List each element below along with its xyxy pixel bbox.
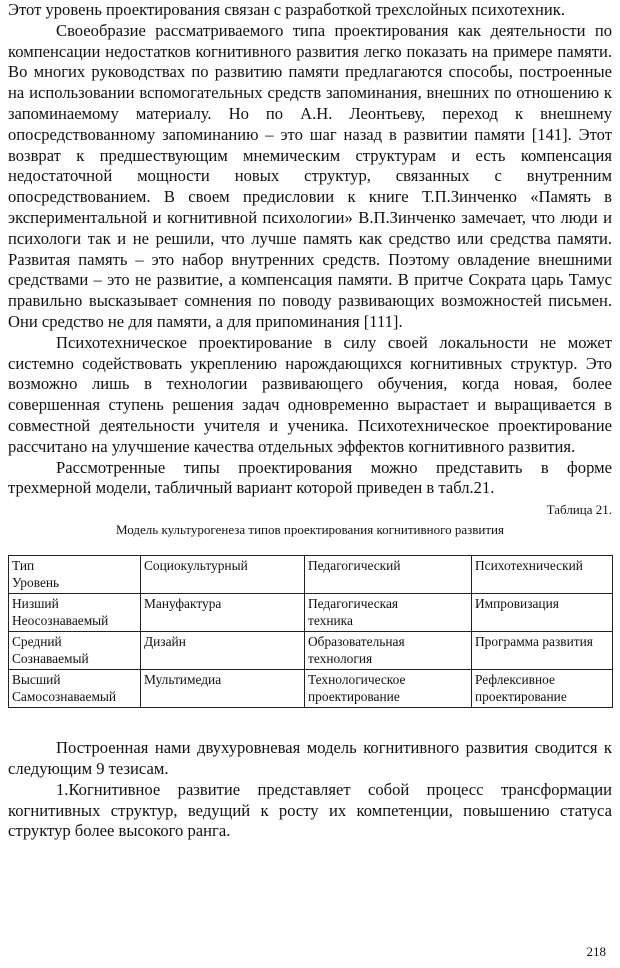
table-cell-line: Сознаваемый bbox=[12, 651, 89, 667]
table-row bbox=[9, 594, 613, 632]
table-cell-line: Мануфактура bbox=[144, 596, 222, 612]
table-cell-line: проектирование bbox=[475, 689, 567, 705]
table-cell-line: Средний bbox=[12, 634, 62, 650]
table-cell-line: Социокультурный bbox=[144, 558, 248, 574]
table-cell bbox=[9, 556, 141, 594]
table-cell-line: Дизайн bbox=[144, 634, 186, 650]
paragraph: 1.Когнитивное развитие представляет собой процесс трансформации когнитивных структур, ведущий к росту их компетенции, повышению статуса структур более высокого ранга. bbox=[8, 779, 612, 841]
table-cell bbox=[472, 670, 613, 708]
table-cell-line: Рефлексивное bbox=[475, 672, 555, 688]
paragraph: Психотехническое проектирование в силу своей локальности не может системно содействовать укреплению нарождающихся когнитивных структур. Это возможно лишь в технологии развивающего обучения, когда новая, более совершенная ступень решения задач одновременно вырастает и выращивается в совместной деятельности учителя и ученика. Психотехническое проектирование рассчитано на улучшение качества отдельных эффектов когнитивного развития. bbox=[8, 332, 612, 456]
table-cell-line: Педагогическая bbox=[308, 596, 399, 612]
table-cell bbox=[9, 632, 141, 670]
table-cell-line: проектирование bbox=[308, 689, 400, 705]
body-text-top bbox=[8, 0, 612, 499]
table-cell-line: Уровень bbox=[12, 575, 60, 591]
paragraph: Построенная нами двухуровневая модель когнитивного развития сводится к следующим 9 тезисам. bbox=[8, 738, 612, 778]
table-cell-line: Тип bbox=[12, 558, 35, 574]
table-row bbox=[9, 632, 613, 670]
table-cell bbox=[472, 594, 613, 632]
paragraph: Этот уровень проектирования связан с разработкой трехслойных психотехник. bbox=[8, 0, 566, 19]
table-cell bbox=[305, 632, 472, 670]
table-cell bbox=[9, 670, 141, 708]
table-cell bbox=[305, 594, 472, 632]
table-number-caption: Таблица 21. bbox=[546, 502, 612, 518]
table-row bbox=[9, 670, 613, 708]
paragraph: Рассмотренные типы проектирования можно представить в форме трехмерной модели, табличный вариант которой приведен в табл.21. bbox=[8, 457, 612, 498]
table-cell-line: Низший bbox=[12, 596, 59, 612]
table-cell-line: Технологическое bbox=[308, 672, 406, 688]
data-table bbox=[8, 555, 613, 708]
table-cell bbox=[305, 670, 472, 708]
table-cell-line: Программа развития bbox=[475, 634, 593, 650]
table-cell bbox=[9, 594, 141, 632]
table-cell-line: техника bbox=[308, 613, 353, 629]
table-cell-line: Мультимедиа bbox=[144, 672, 222, 688]
table-cell bbox=[141, 670, 305, 708]
table-cell-line: Образовательная bbox=[308, 634, 405, 650]
table-cell-line: Психотехнический bbox=[475, 558, 583, 574]
table-cell bbox=[472, 556, 613, 594]
table-cell-line: Высший bbox=[12, 672, 61, 688]
table-cell-line: Неосознаваемый bbox=[12, 613, 109, 629]
table-cell-line: Самосознаваемый bbox=[12, 689, 117, 705]
table-cell bbox=[305, 556, 472, 594]
table-cell-line: Импровизация bbox=[475, 596, 559, 612]
table-cell-line: технология bbox=[308, 651, 373, 667]
table-header-row bbox=[9, 556, 613, 594]
paragraph: Своеобразие рассматриваемого типа проектирования как деятельности по компенсации недостатков когнитивного развития легко показать на примере памяти. Во многих руководствах по развитию памяти предлагаются способы, построенные на использовании вспомогательных средств запоминания, внешних по отношению к запоминаемому материалу. Но по А.Н. Леонтьеву, переход к внешнему опосредствованному запоминанию – это шаг назад в развитии памяти [141]. Этот возврат к предшествующим мнемическим структурам и есть компенсация недостаточной мощности новых структур, связанных с внутренним опосредствованием. В своем предисловии к книге Т.П.Зинченко «Память в экспериментальной и когнитивной психологии» В.П.Зинченко замечает, что люди и психологи так и не решили, что лучше память как средство или средства памяти. Развитая память – это набор внутренних средств. Поэтому овладение внешними средствами – это не развитие, а компенсация памяти. В притче Сократа царь Тамус правильно высказывает сомнения по поводу развивающих возможностей письмен. Они средство не для памяти, а для припоминания [111]. bbox=[8, 20, 612, 331]
table-cell bbox=[141, 556, 305, 594]
body-text-bottom bbox=[8, 738, 612, 842]
table-cell bbox=[472, 632, 613, 670]
table-title: Модель культурогенеза типов проектирования когнитивного развития bbox=[116, 522, 504, 538]
page bbox=[8, 0, 612, 842]
table-cell-line: Педагогический bbox=[308, 558, 401, 574]
table-cell bbox=[141, 594, 305, 632]
table-cell bbox=[141, 632, 305, 670]
page-number: 218 bbox=[586, 944, 606, 959]
